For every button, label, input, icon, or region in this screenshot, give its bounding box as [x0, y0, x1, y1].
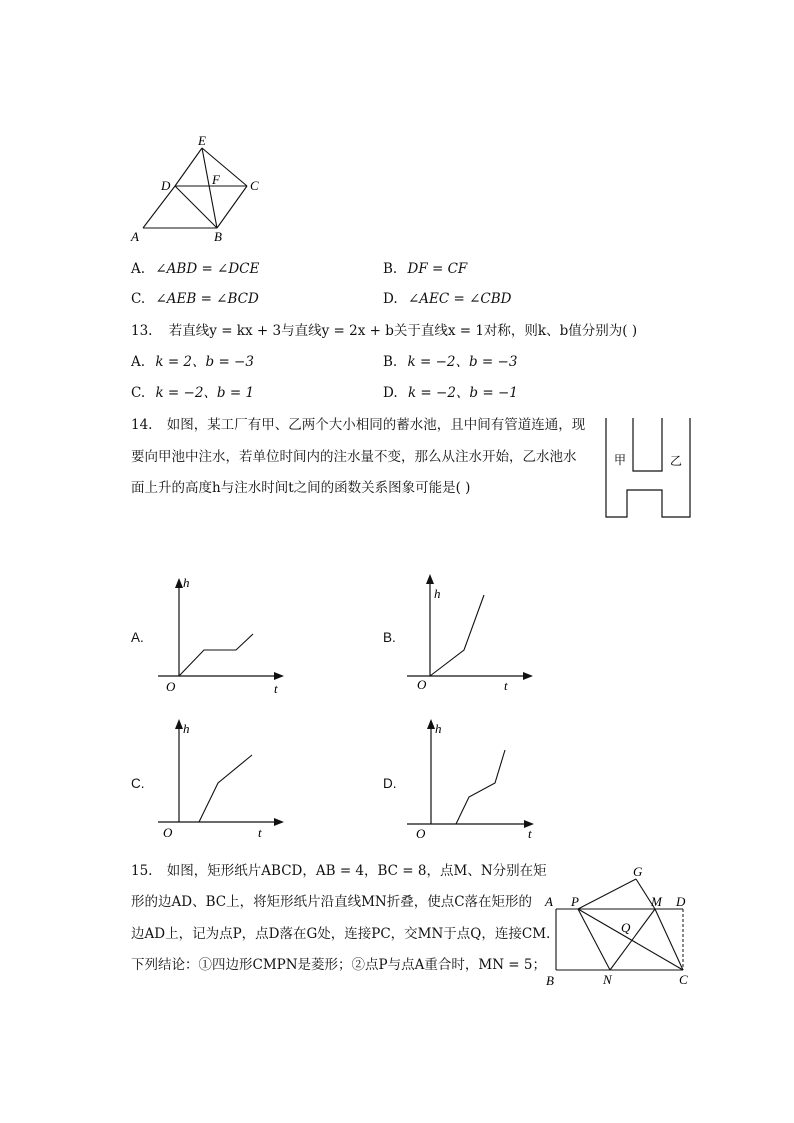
option-letter: A. [131, 354, 146, 370]
q12-option-c [131, 290, 259, 308]
option-letter: D. [383, 291, 398, 307]
option-text: k = −2、b = −1 [407, 385, 518, 401]
question-number: 15. [131, 863, 153, 879]
svg-text:D: D [676, 894, 686, 909]
svg-text:N: N [603, 972, 612, 987]
svg-text:t: t [274, 681, 278, 695]
q15-line-4: 下列结论：①四边形CMPN是菱形；②点P与点A重合时，MN = 5； [131, 957, 546, 973]
question-number: 14. [131, 417, 153, 433]
q15-figure [540, 860, 700, 990]
q12-figure [128, 130, 268, 245]
label-c: C [250, 178, 259, 193]
question-text: 如图，某工厂有甲、乙两个大小相同的蓄水池，且中间有管道连通，现 [166, 417, 586, 433]
option-text: ∠AEB = ∠BCD [155, 291, 259, 307]
svg-text:C: C [679, 972, 688, 987]
q14-graph-b [400, 570, 540, 695]
option-text: k = −2、b = −3 [407, 354, 518, 370]
q15-line-2: 形的边AD、BC上，将矩形纸片沿直线MN折叠，使点C落在矩形的 [131, 894, 533, 910]
label-d: D [161, 178, 171, 193]
option-text: ∠ABD = ∠DCE [155, 261, 260, 277]
option-letter: B. [383, 261, 398, 277]
q13-option-a [131, 353, 254, 371]
svg-text:O: O [416, 826, 426, 840]
q14-graph-c [150, 715, 290, 840]
q12-option-a [131, 260, 259, 278]
question-text: 若直线y = kx + 3与直线y = 2x + b关于直线x = 1对称，则k、b值分别为( ) [168, 323, 638, 339]
graph-d-curve [456, 750, 505, 824]
label-a: A [131, 229, 139, 244]
svg-text:h: h [183, 721, 190, 736]
svg-text:O: O [166, 679, 176, 694]
q13-stem [131, 322, 637, 340]
option-text: DF = CF [407, 261, 468, 277]
q12-option-d [383, 290, 511, 308]
svg-text:B: B [546, 973, 554, 988]
q13-option-d [383, 384, 518, 402]
svg-text:t: t [528, 826, 532, 840]
svg-text:P: P [571, 894, 579, 909]
svg-text:G: G [633, 864, 643, 879]
q15-line-1 [131, 862, 547, 880]
option-letter: C. [131, 385, 146, 401]
tank-figure [600, 414, 696, 522]
q14-line-2: 要向甲池中注水，若单位时间内的注水量不变，那么从注水开始，乙水池水 [131, 449, 577, 465]
q15-line-3: 边AD上，记为点P，点D落在G处，连接PC，交MN于点Q，连接CM. [131, 926, 551, 942]
q14-graph-d [400, 715, 540, 840]
question-text: 如图，矩形纸片ABCD，AB = 4，BC = 8，点M、N分别在矩 [166, 863, 547, 879]
q14-graph-d-label: D. [383, 776, 397, 791]
option-letter: B. [383, 354, 398, 370]
q14-line-3: 面上升的高度h与注水时间t之间的函数关系图象可能是( ) [131, 480, 471, 496]
svg-text:h: h [183, 575, 190, 590]
svg-text:t: t [258, 825, 262, 840]
tank-left-label: 甲 [614, 453, 627, 467]
q13-option-c [131, 384, 254, 402]
q13-option-b [383, 353, 517, 371]
q14-graph-a-label: A. [131, 630, 144, 645]
graph-c-curve [199, 755, 252, 822]
q14-graph-a [150, 570, 290, 695]
svg-text:M: M [651, 894, 662, 909]
svg-text:t: t [504, 678, 508, 693]
q12-option-b [383, 260, 467, 278]
option-letter: D. [383, 385, 398, 401]
svg-text:Q: Q [621, 920, 631, 935]
option-letter: A. [131, 261, 146, 277]
option-text: k = 2、b = −3 [155, 354, 254, 370]
svg-text:A: A [545, 894, 553, 909]
graph-a-curve [179, 634, 253, 676]
q14-graph-b-label: B. [383, 630, 396, 645]
q14-graph-c-label: C. [131, 776, 145, 791]
label-b: B [214, 229, 222, 244]
svg-text:h: h [435, 721, 442, 736]
option-text: k = −2、b = 1 [155, 385, 255, 401]
svg-text:O: O [163, 825, 173, 840]
label-f: F [212, 172, 220, 187]
question-number: 13. [131, 323, 153, 339]
tank-right-label: 乙 [670, 454, 683, 468]
svg-text:h: h [434, 586, 441, 601]
graph-b-curve [430, 595, 484, 676]
q14-line-1 [131, 416, 585, 434]
option-text: ∠AEC = ∠CBD [407, 291, 512, 307]
option-letter: C. [131, 291, 146, 307]
label-e: E [198, 133, 206, 148]
svg-text:O: O [417, 677, 427, 692]
